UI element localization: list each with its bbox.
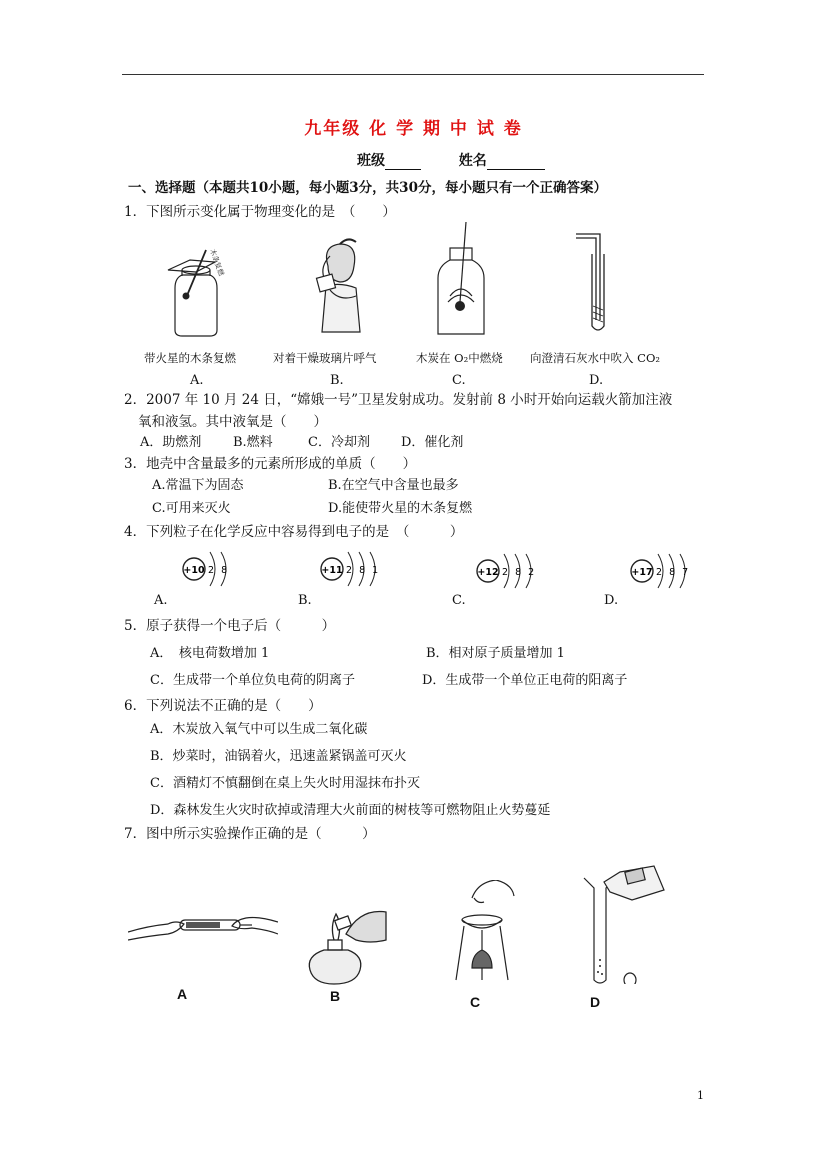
name-label: 姓名 [458, 153, 487, 169]
q4-shell-electrons: 2 8 2 [502, 567, 537, 578]
q2-stem-line1: 2．2007 年 10 月 24 日，“嫦娥一号”卫星发射成功。发射前 8 小时开始向运载火箭加注液 [124, 392, 673, 408]
q2-stem-line2: 氧和液氢。其中液氧是（ ） [138, 414, 327, 430]
q1-option-c[interactable]: C. [452, 373, 466, 388]
q4-atom-diagram [318, 546, 390, 592]
q4-shell-electrons: 2 8 [208, 565, 230, 576]
q7-option-d[interactable]: D [590, 994, 601, 1010]
q1-caption-a: 带火星的木条复燃 [144, 351, 236, 365]
q5-option-b[interactable]: B．相对原子质量增加 1 [426, 646, 565, 661]
q6-option-b[interactable]: B．炒菜时，油锅着火，迅速盖紧锅盖可灭火 [150, 749, 407, 764]
section-heading: 一、选择题（本题共10小题，每小题3分，共30分，每小题只有一个正确答案） [128, 180, 607, 196]
q6-stem: 6．下列说法不正确的是（ ） [124, 698, 322, 714]
exam-title: 九年级 化 学 期 中 试 卷 [304, 119, 523, 139]
q4-shell-electrons: 2 8 1 [346, 565, 381, 576]
q5-stem: 5．原子获得一个电子后（ ） [124, 618, 336, 634]
q4-atom-diagram [628, 548, 700, 594]
q6-option-a[interactable]: A．木炭放入氧气中可以生成二氧化碳 [150, 722, 368, 737]
q1-figure-a [160, 240, 240, 340]
q4-nucleus-charge: +10 [183, 565, 205, 576]
q2-option-c[interactable]: C．冷却剂 [308, 435, 370, 450]
q6-option-c[interactable]: C．酒精灯不慎翻倒在桌上失火时用湿抹布扑灭 [150, 776, 420, 791]
q6-option-d[interactable]: D．森林发生火灾时砍掉或清理大火前面的树枝等可燃物阻止火势蔓延 [150, 803, 551, 818]
q7-figure-d [580, 864, 670, 984]
q4-atom-diagram [474, 548, 546, 594]
page-number: 1 [697, 1089, 704, 1102]
q4-stem: 4．下列粒子在化学反应中容易得到电子的是 （ ） [124, 524, 464, 540]
q3-stem: 3．地壳中含量最多的元素所形成的单质（ ） [124, 456, 417, 472]
q7-figure-c [448, 880, 518, 990]
q7-option-c[interactable]: C [470, 994, 481, 1010]
q3-option-a[interactable]: A.常温下为固态 [152, 478, 244, 493]
q3-option-b[interactable]: B.在空气中含量也最多 [328, 478, 459, 493]
q1-option-b[interactable]: B. [330, 373, 344, 388]
q1-stem: 1．下图所示变化属于物理变化的是 （ ） [124, 204, 396, 220]
q5-option-a[interactable]: A． 核电荷数增加 1 [150, 646, 270, 661]
q1-figure-c [430, 222, 490, 342]
q4-nucleus-charge: +17 [631, 567, 653, 578]
q5-option-d[interactable]: D．生成带一个单位正电荷的阳离子 [422, 673, 628, 688]
q1-figure-d [574, 230, 614, 340]
q7-stem: 7．图中所示实验操作正确的是（ ） [124, 826, 376, 842]
q1-fig-a-label: 木条复燃 [208, 247, 226, 277]
name-blank[interactable] [487, 155, 545, 170]
q3-option-c[interactable]: C.可用来灭火 [152, 501, 231, 516]
q2-option-b[interactable]: B.燃料 [233, 435, 273, 450]
q1-figure-b [300, 236, 380, 341]
q1-caption-b: 对着干燥玻璃片呼气 [273, 351, 377, 365]
class-blank[interactable] [385, 155, 421, 170]
q7-figure-a [128, 906, 278, 946]
q7-option-a[interactable]: A [177, 986, 188, 1002]
q7-figure-b [300, 900, 390, 990]
q4-nucleus-charge: +11 [321, 565, 343, 576]
q4-nucleus-charge: +12 [477, 567, 499, 578]
class-label: 班级 [357, 153, 385, 169]
q4-option-a[interactable]: A. [154, 593, 168, 608]
q1-option-a[interactable]: A. [190, 373, 204, 388]
q1-caption-d: 向澄清石灰水中吹入 CO₂ [530, 351, 660, 365]
q4-shell-electrons: 2 8 7 [656, 567, 691, 578]
q2-option-d[interactable]: D．催化剂 [401, 435, 464, 450]
q7-option-b[interactable]: B [330, 988, 341, 1004]
q4-option-d[interactable]: D. [604, 593, 619, 608]
q4-option-b[interactable]: B. [298, 593, 312, 608]
q4-atom-diagram [180, 546, 252, 592]
student-info-row [357, 150, 545, 170]
q2-option-a[interactable]: A．助燃剂 [140, 435, 202, 450]
q1-option-d[interactable]: D. [589, 373, 604, 388]
header-rule [122, 74, 704, 75]
q5-option-c[interactable]: C．生成带一个单位负电荷的阴离子 [150, 673, 355, 688]
q4-option-c[interactable]: C. [452, 593, 466, 608]
q1-caption-c: 木炭在 O₂中燃烧 [416, 351, 503, 365]
q3-option-d[interactable]: D.能使带火星的木条复燃 [328, 501, 473, 516]
